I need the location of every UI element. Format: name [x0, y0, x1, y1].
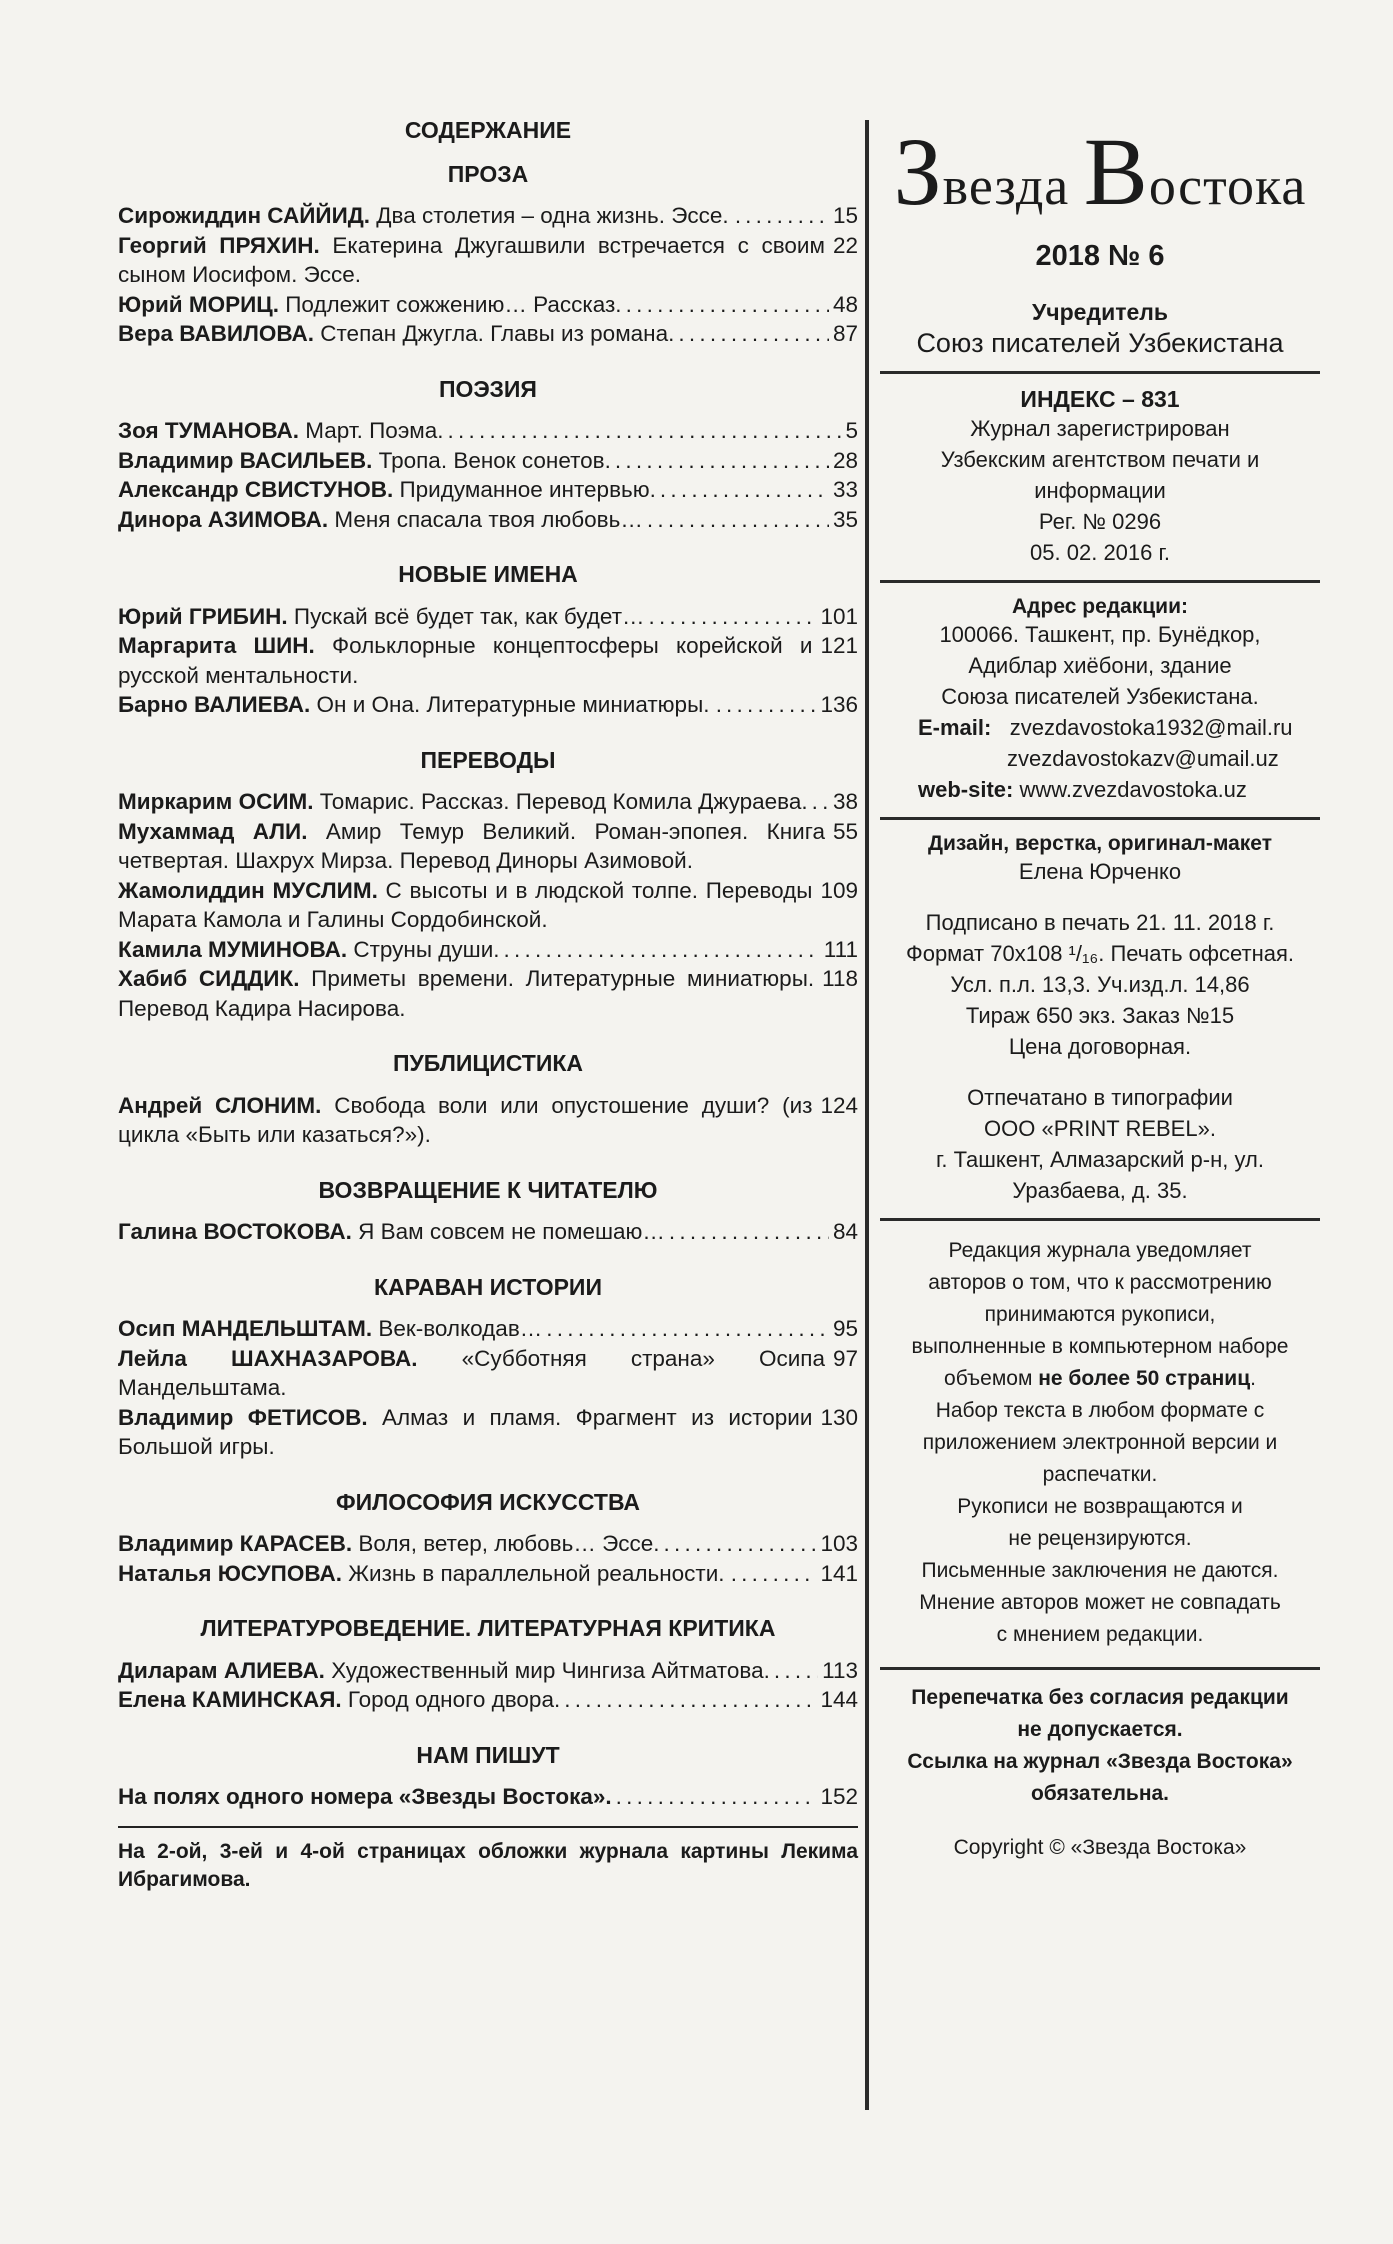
- reprint-notice: [880, 1682, 1320, 1810]
- toc-entry[interactable]: [118, 231, 858, 290]
- issue-number: 2018 № 6: [1035, 240, 1165, 272]
- entry-author: Владимир ФЕТИСОВ.: [118, 1404, 368, 1430]
- page-number: 48: [832, 291, 858, 317]
- text-line: с мнением редакции.: [996, 1623, 1204, 1646]
- printer-info: [880, 1082, 1320, 1206]
- leader-dots: [504, 935, 820, 965]
- text-line: не рецензируются.: [1008, 1527, 1192, 1550]
- entry-title: Степан Джугла. Главы из романа.: [314, 321, 675, 346]
- entry-title: Свобода воли или опустошение души? (из цикла «Быть или казаться?»).: [118, 1092, 813, 1147]
- entry-title: Алмаз и пламя. Фрагмент из истории Большой игры.: [118, 1404, 813, 1459]
- text-line: Уразбаева, д. 35.: [1012, 1178, 1188, 1203]
- leader-dots: [726, 690, 816, 720]
- page-number: 28: [832, 447, 858, 473]
- entry-author: Камила МУМИНОВА.: [118, 936, 348, 962]
- toc-entry[interactable]: [118, 817, 858, 876]
- toc-entry[interactable]: [118, 201, 858, 231]
- entry-title: Жизнь в параллельной реальности. .: [341, 1560, 738, 1586]
- entry-title: Два столетия – одна жизнь. Эссе. .: [370, 203, 742, 228]
- toc-entry[interactable]: [118, 631, 858, 690]
- page-number: 15: [832, 203, 858, 228]
- entry-title: Тропа. Венок сонетов.: [372, 447, 611, 473]
- entry-author: Жамолиддин МУСЛИМ.: [118, 877, 378, 903]
- text-line: распечатки.: [1042, 1463, 1158, 1486]
- toc-entry[interactable]: [118, 1782, 858, 1812]
- footnote: На 2-ой, 3-ей и 4-ой страницах обложки журнала картины Лекима Ибрагимова.: [118, 1839, 858, 1891]
- text-line: не допускается.: [1017, 1718, 1183, 1741]
- leader-dots: [745, 201, 829, 231]
- toc-entry[interactable]: [118, 475, 858, 505]
- leader-dots: [812, 787, 829, 817]
- page-number: 113: [822, 1657, 858, 1683]
- entry-title: Город одного двора.: [341, 1687, 561, 1712]
- entry-author: Миркарим ОСИМ.: [118, 789, 314, 814]
- text-line: Набор текста в любом формате с: [935, 1399, 1265, 1422]
- toc-entry[interactable]: [118, 1403, 858, 1462]
- page-number: 103: [820, 1531, 858, 1556]
- copyright: Copyright © «Звезда Востока»: [953, 1836, 1247, 1859]
- imprint-column: [880, 116, 1320, 1864]
- page-number: 111: [823, 936, 858, 962]
- page-number: 84: [832, 1219, 858, 1244]
- page-number: 87: [832, 321, 858, 346]
- leader-dots: [649, 602, 817, 632]
- print-info: [880, 907, 1320, 1062]
- entry-author: Юрий МОРИЦ.: [118, 291, 279, 317]
- toc-entry[interactable]: [118, 290, 858, 320]
- leader-dots: [741, 1559, 816, 1589]
- entry-author: Андрей СЛОНИМ.: [118, 1092, 322, 1118]
- entry-author: Георгий ПРЯХИН.: [118, 232, 320, 258]
- toc-entry[interactable]: [118, 964, 858, 1023]
- entry-title: Пускай всё будет так, как будет…: [287, 603, 645, 629]
- entry-title: «Субботняя страна» Осипа Мандельштама.: [118, 1345, 825, 1400]
- entry-title: С высоты и в людской толпе. Переводы Марата Камола и Галины Сордобинской.: [118, 877, 813, 932]
- text-line: Письменные заключения не даются.: [921, 1559, 1279, 1582]
- designer-name: Елена Юрченко: [1018, 859, 1182, 884]
- entry-title: Я Вам совсем не помешаю…: [351, 1219, 665, 1244]
- contents-sections: [118, 160, 858, 1812]
- entry-author: Маргарита ШИН.: [118, 633, 315, 658]
- section-title: НОВЫЕ ИМЕНА: [398, 561, 578, 587]
- founder-name: Союз писателей Узбекистана: [916, 328, 1284, 358]
- page-number: 136: [820, 692, 858, 717]
- entry-author: Наталья ЮСУПОВА.: [118, 1560, 342, 1586]
- page-number: 55: [832, 818, 858, 844]
- text-line: Рег. № 0296: [1038, 509, 1162, 534]
- page-number: 22: [832, 232, 858, 258]
- column-divider: [865, 120, 869, 2110]
- address-info: [880, 619, 1320, 712]
- section-title: ФИЛОСОФИЯ ИСКУССТВА: [335, 1488, 641, 1515]
- toc-entry[interactable]: [118, 787, 858, 817]
- page-number: 141: [820, 1560, 858, 1586]
- text-line: Перепечатка без согласия редакции: [911, 1686, 1289, 1709]
- text-line: Тираж 650 экз. Заказ №15: [965, 1003, 1235, 1028]
- text-line: Цена договорная.: [1008, 1034, 1192, 1059]
- toc-entry[interactable]: [118, 1314, 858, 1344]
- toc-entry[interactable]: [118, 602, 858, 632]
- section-title: ВОЗВРАЩЕНИЕ К ЧИТАТЕЛЮ: [318, 1176, 658, 1203]
- website-link[interactable]: www.zvezdavostoka.uz: [1019, 777, 1247, 802]
- entry-title: Подлежит сожжению… Рассказ.: [278, 291, 622, 317]
- page-number: 124: [820, 1092, 858, 1118]
- text-line: Адиблар хиёбони, здание: [968, 653, 1232, 678]
- entry-author: Владимир КАРАСЕВ.: [118, 1531, 353, 1556]
- entry-title: Век-волкодав…: [372, 1316, 543, 1341]
- entry-author: Лейла ШАХНАЗАРОВА.: [118, 1345, 418, 1371]
- toc-entry[interactable]: [118, 876, 858, 935]
- text-line: 100066. Ташкент, пр. Бунёдкор,: [939, 622, 1261, 647]
- page-number: 95: [832, 1316, 858, 1341]
- entry-author: Вера ВАВИЛОВА.: [118, 321, 314, 346]
- leader-dots: [564, 1685, 816, 1715]
- entry-author: Елена КАМИНСКАЯ.: [118, 1687, 342, 1712]
- entry-title: Приметы времени. Литературные миниатюры. Перевод Кадира Насирова.: [118, 966, 815, 1021]
- entry-title: Фольклорные концептосферы корейской и русской ментальности.: [118, 633, 813, 688]
- email-block: E-mail: zvezdavostoka1932@mail.ru zvezdavostokazv@umail.uz web-site: www.zvezdavostoka.uz: [918, 715, 1293, 802]
- entry-author: На полях одного номера «Звезды Востока».: [118, 1784, 612, 1809]
- text-line: Редакция журнала уведомляет: [948, 1239, 1252, 1262]
- page-number: 118: [822, 966, 858, 991]
- text-line: выполненные в компьютерном наборе: [911, 1335, 1289, 1358]
- text-line: Усл. п.л. 13,3. Уч.изд.л. 14,86: [950, 972, 1250, 997]
- entry-author: Владимир ВАСИЛЬЕВ.: [118, 447, 373, 473]
- section-title: ПЕРЕВОДЫ: [420, 746, 556, 773]
- entry-title: Струны души.: [347, 936, 500, 962]
- entry-title: Придуманное интервью.: [393, 477, 656, 502]
- contents-title: СОДЕРЖАНИЕ: [404, 117, 572, 143]
- section-title: НАМ ПИШУТ: [416, 1741, 560, 1768]
- footnote-divider: [118, 1826, 858, 1828]
- email-link-1[interactable]: zvezdavostoka1932@mail.ru: [1009, 715, 1293, 740]
- entry-author: Динора АЗИМОВА.: [118, 506, 329, 532]
- entry-author: Хабиб СИДДИК.: [118, 966, 300, 991]
- leader-dots: [678, 319, 829, 349]
- text-line: принимаются рукописи,: [984, 1303, 1216, 1326]
- entry-author: Александр СВИСТУНОВ.: [118, 477, 394, 502]
- leader-dots: [546, 1314, 829, 1344]
- contents-column: [118, 116, 858, 1894]
- toc-entry[interactable]: [118, 416, 858, 446]
- page-number: 144: [820, 1687, 858, 1712]
- toc-entry[interactable]: [118, 1685, 858, 1715]
- text-line: Журнал зарегистрирован: [970, 416, 1230, 441]
- leader-dots: [660, 475, 829, 505]
- leader-dots: [664, 1529, 817, 1559]
- text-line: Союза писателей Узбекистана.: [941, 684, 1259, 709]
- entry-author: Зоя ТУМАНОВА.: [118, 418, 300, 443]
- section-title: ПОЭЗИЯ: [439, 375, 537, 402]
- leader-dots: [626, 290, 829, 320]
- text-line: Подписано в печать 21. 11. 2018 г.: [925, 910, 1275, 935]
- page-number: 109: [820, 877, 858, 903]
- text-line: ООО «PRINT REBEL».: [984, 1116, 1216, 1141]
- imprint-divider: [880, 1667, 1320, 1670]
- entry-title: Он и Она. Литературные миниатюры. .: [310, 692, 722, 717]
- leader-dots: [448, 416, 842, 446]
- section-title: ПУБЛИЦИСТИКА: [392, 1050, 584, 1076]
- page-number: 101: [820, 603, 858, 629]
- entry-author: Барно ВАЛИЕВА.: [118, 692, 311, 717]
- entry-title: Художественный мир Чингиза Айтматова.: [324, 1657, 770, 1683]
- entry-title: Меня спасала твоя любовь…: [328, 506, 643, 532]
- page-number: 38: [832, 789, 858, 814]
- toc-entry[interactable]: [118, 446, 858, 476]
- section-title: ЛИТЕРАТУРОВЕДЕНИЕ. ЛИТЕРАТУРНАЯ КРИТИКА: [200, 1615, 776, 1641]
- text-line: Формат 70х108 ¹/₁₆. Печать офсетная.: [905, 941, 1295, 966]
- section-title: КАРАВАН ИСТОРИИ: [374, 1273, 602, 1300]
- toc-entry[interactable]: [118, 1529, 858, 1559]
- registration-info: [880, 413, 1320, 568]
- leader-dots: [647, 505, 829, 535]
- toc-entry[interactable]: [118, 505, 858, 535]
- editorial-notice: Редакция журнала уведомляет авторов о том, что к рассмотрению принимаются рукописи, выполненные в компьютерном наборе объемом не более 50 страниц. Набор текста в любом формате с приложением электронной версии и распечатки. Рукописи не возвращаются и не рецензируются. Письменные заключения не даются. Мнение авторов может не совпадать с мнением редакции.: [880, 1235, 1320, 1651]
- entry-title: Амир Темур Великий. Роман-эпопея. Книга четвертая. Шахрух Мирза. Перевод Диноры Азимовой.: [118, 818, 825, 873]
- text-line: приложением электронной версии и: [922, 1431, 1278, 1454]
- toc-entry[interactable]: [118, 1091, 858, 1150]
- imprint-divider: [880, 371, 1320, 374]
- toc-entry[interactable]: [118, 1344, 858, 1403]
- leader-dots: [669, 1217, 829, 1247]
- index-label: ИНДЕКС – 831: [1020, 386, 1180, 412]
- founder-label: Учредитель: [1031, 299, 1169, 325]
- toc-entry[interactable]: [118, 1656, 858, 1686]
- toc-entry[interactable]: [118, 319, 858, 349]
- entry-title: Воля, ветер, любовь… Эссе.: [352, 1531, 660, 1556]
- leader-dots: [615, 446, 829, 476]
- page-number: 33: [832, 477, 858, 502]
- entry-author: Галина ВОСТОКОВА.: [118, 1219, 352, 1244]
- section-title: ПРОЗА: [447, 160, 529, 187]
- entry-author: Мухаммад АЛИ.: [118, 818, 308, 844]
- text-line: Рукописи не возвращаются и: [957, 1495, 1243, 1518]
- page-number: 152: [820, 1784, 858, 1809]
- text-line: г. Ташкент, Алмазарский р-н, ул.: [936, 1147, 1264, 1172]
- entry-title: Март. Поэма.: [299, 418, 444, 443]
- entry-title: Томарис. Рассказ. Перевод Комила Джураева.: [313, 789, 808, 814]
- imprint-divider: [880, 817, 1320, 820]
- leader-dots: [616, 1782, 817, 1812]
- toc-entry[interactable]: [118, 935, 858, 965]
- toc-entry[interactable]: [118, 690, 858, 720]
- text-line: обязательна.: [1030, 1782, 1170, 1805]
- leader-dots: [774, 1656, 818, 1686]
- design-label: Дизайн, верстка, оригинал-макет: [928, 832, 1272, 855]
- text-line: 05. 02. 2016 г.: [1030, 540, 1170, 565]
- email-link-2[interactable]: zvezdavostokazv@umail.uz: [1007, 746, 1279, 771]
- imprint-divider: [880, 580, 1320, 583]
- text-line: Узбекским агентством печати и: [940, 447, 1260, 472]
- entry-author: Юрий ГРИБИН.: [118, 603, 288, 629]
- text-line: информации: [1034, 478, 1166, 503]
- toc-entry[interactable]: [118, 1559, 858, 1589]
- entry-title: Екатерина Джугашвили встречается с своим сыном Иосифом. Эссе.: [118, 232, 825, 287]
- page-number: 97: [832, 1345, 858, 1371]
- imprint-divider: [880, 1218, 1320, 1221]
- magazine-logo: Звезда Востока: [893, 118, 1307, 225]
- entry-author: Осип МАНДЕЛЬШТАМ.: [118, 1316, 373, 1341]
- entry-author: Диларам АЛИЕВА.: [118, 1657, 325, 1683]
- text-line: Отпечатано в типографии: [967, 1085, 1233, 1110]
- entry-author: Сирожиддин САЙЙИД.: [118, 203, 371, 228]
- toc-entry[interactable]: [118, 1217, 858, 1247]
- page-number: 130: [820, 1404, 858, 1430]
- page-number: 121: [820, 633, 858, 658]
- text-line: Ссылка на журнал «Звезда Востока»: [907, 1750, 1293, 1773]
- page-number: 35: [832, 506, 858, 532]
- text-line: Мнение авторов может не совпадать: [919, 1591, 1281, 1614]
- address-label: Адрес редакции:: [1012, 595, 1188, 618]
- page-number: 5: [845, 418, 858, 443]
- text-line: авторов о том, что к рассмотрению: [928, 1271, 1272, 1294]
